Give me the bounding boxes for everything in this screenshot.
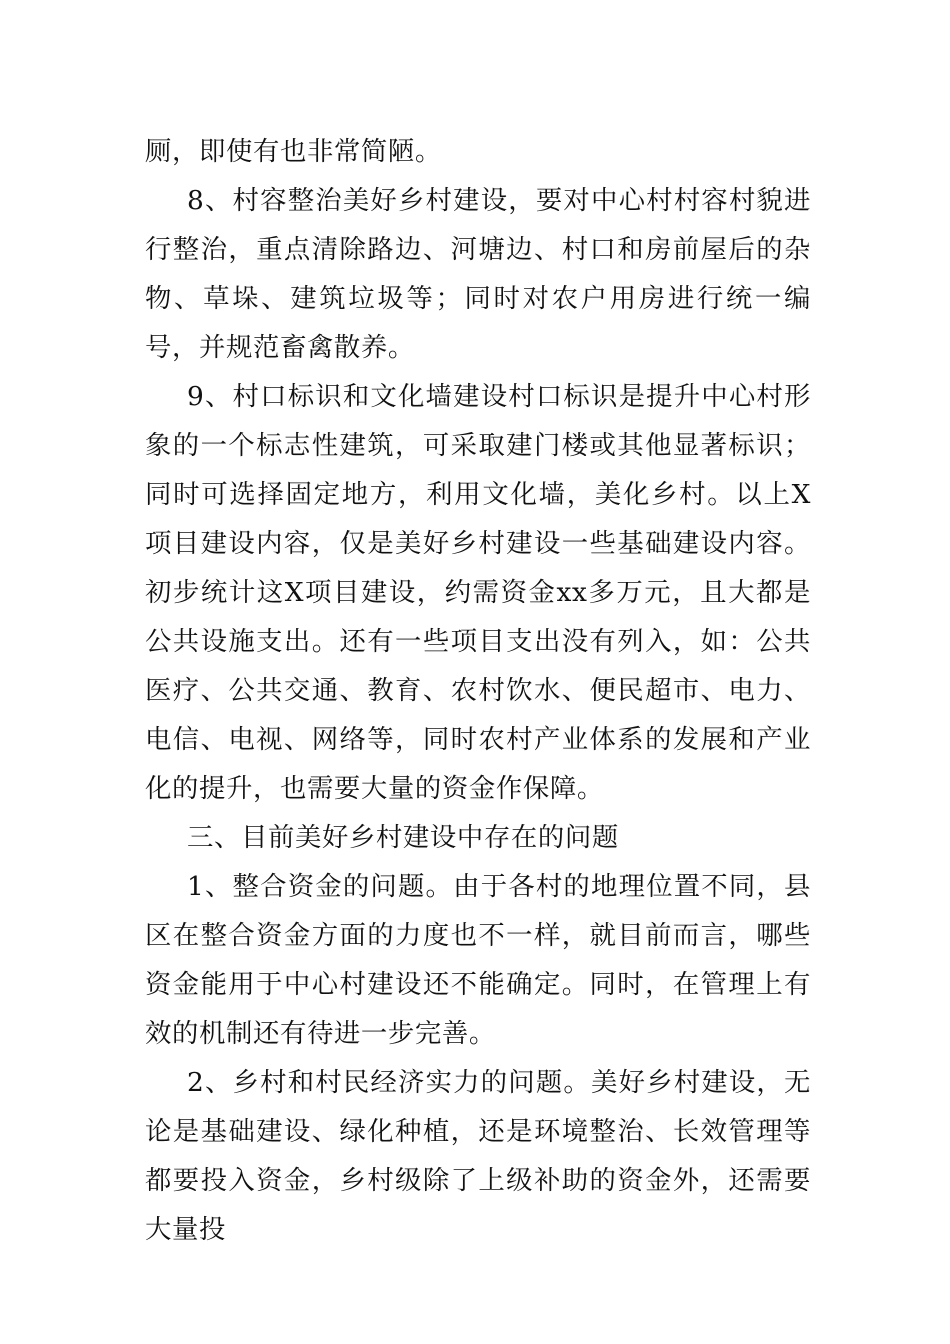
section-heading: 三、目前美好乡村建设中存在的问题 xyxy=(187,822,619,853)
document-body xyxy=(145,127,811,1254)
paragraph-problem-1: 1、整合资金的问题。由于各村的地理位置不同，县区在整合资金方面的力度也不一样，就目前而言，哪些资金能用于中心村建设还不能确定。同时，在管理上有效的机制还有待进一步完善。 xyxy=(145,871,811,1049)
paragraph-item-8: 8、村容整治美好乡村建设，要对中心村村容村貌进行整治，重点清除路边、河塘边、村口和房前屋后的杂物、草垛、建筑垃圾等；同时对农户用房进行统一编号，并规范畜禽散养。 xyxy=(145,185,811,363)
paragraph-item-9: 9、村口标识和文化墙建设村口标识是提升中心村形象的一个标志性建筑，可采取建门楼或其他显著标识；同时可选择固定地方，利用文化墙，美化乡村。以上X项目建设内容，仅是美好乡村建设一些基础建设内容。初步统计这X项目建设，约需资金xx多万元，且大都是公共设施支出。还有一些项目支出没有列入，如：公共医疗、公共交通、教育、农村饮水、便民超市、电力、电信、电视、网络等，同时农村产业体系的发展和产业化的提升，也需要大量的资金作保障。 xyxy=(145,381,811,804)
paragraph-continuation: 厕，即使有也非常简陋。 xyxy=(145,136,442,167)
paragraph-problem-2: 2、乡村和村民经济实力的问题。美好乡村建设，无论是基础建设、绿化种植，还是环境整治、长效管理等都要投入资金，乡村级除了上级补助的资金外，还需要大量投 xyxy=(145,1067,811,1245)
